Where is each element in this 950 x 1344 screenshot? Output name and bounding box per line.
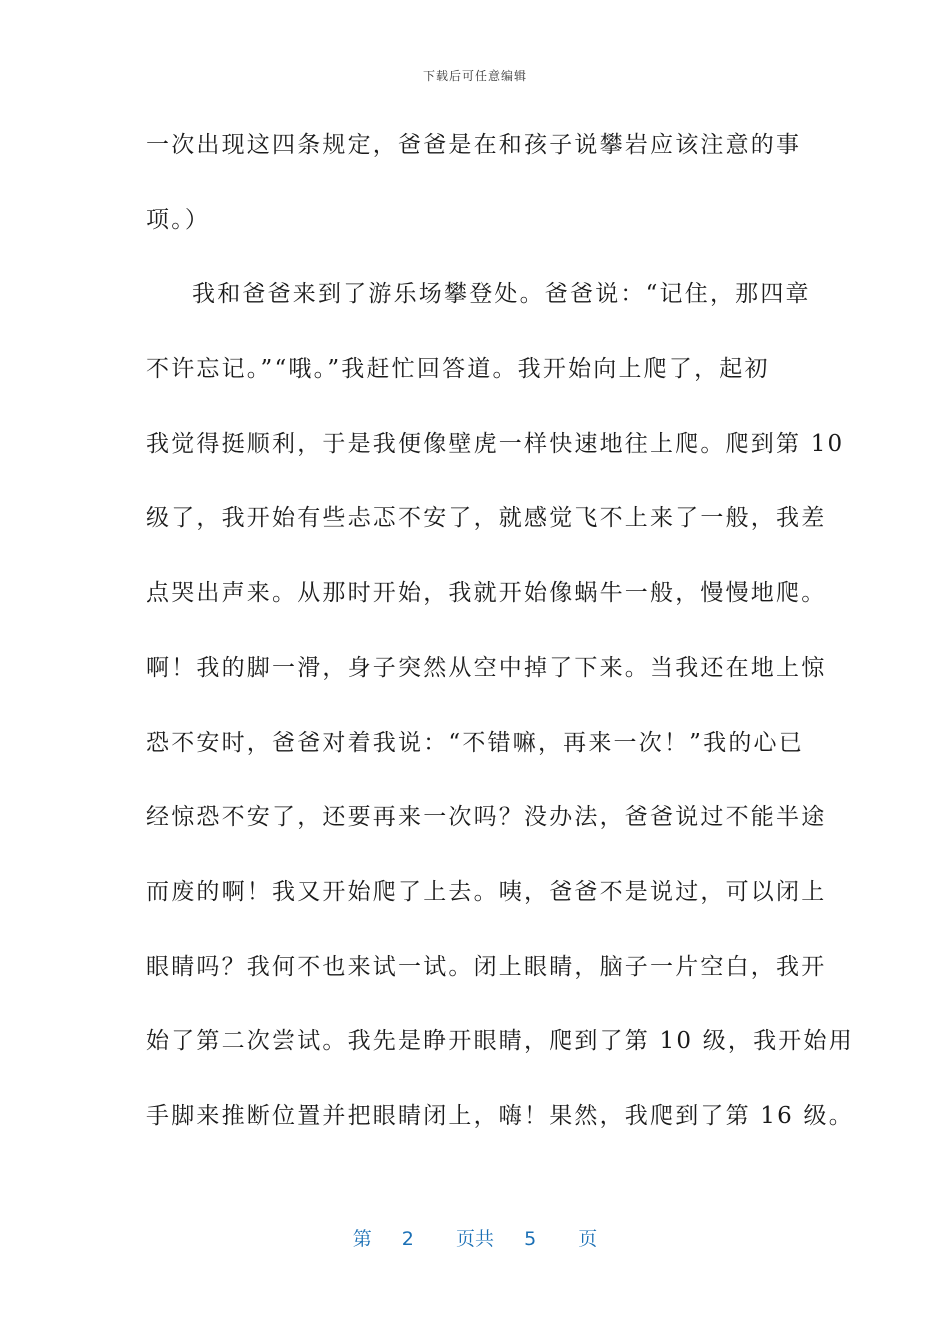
paragraph-line: 一次出现这四条规定，爸爸是在和孩子说攀岩应该注意的事 [146,132,802,158]
paragraph-line: 不许忘记。”“哦。”我赶忙回答道。我开始向上爬了，起初 [146,356,770,383]
paragraph-line: 级了，我开始有些忐忑不安了，就感觉飞不上来了一般，我差 [146,505,827,532]
header-note: 下载后可任意编辑 [422,69,527,83]
paragraph-line: 经惊恐不安了，还要再来一次吗？没办法，爸爸说过不能半途 [146,804,827,831]
page-number-footer [0,1224,950,1251]
paragraph-line: 而废的啊！我又开始爬了上去。咦，爸爸不是说过，可以闭上 [146,878,827,905]
paragraph-line: 我觉得挺顺利，于是我便像壁虎一样快速地往上爬。爬到第 10 [146,430,845,457]
paragraph-line: 恐不安时，爸爸对着我说：“不错嘛，再来一次！”我的心已 [146,729,804,756]
paragraph-line: 眼睛吗？我何不也来试一试。闭上眼睛，脑子一片空白，我开 [146,953,827,980]
body-text [146,108,854,1154]
paragraph-line: 点哭出声来。从那时开始，我就开始像蜗牛一般，慢慢地爬。 [146,580,827,607]
paragraph-line: 项。） [146,206,211,233]
total-page-number: 5 [524,1228,537,1250]
page-label-middle: 页共 [455,1228,494,1250]
paragraph-line: 啊！我的脚一滑，身子突然从空中掉了下来。当我还在地上惊 [146,654,827,681]
page-label-suffix: 页 [578,1228,598,1250]
paragraph-line: 手脚来推断位置并把眼睛闭上，嗨！果然，我爬到了第 16 级。 [146,1102,854,1129]
current-page-number: 2 [401,1228,414,1250]
paragraph-line: 我和爸爸来到了游乐场攀登处。爸爸说：“记住，那四章 [192,281,811,308]
paragraph-line: 始了第二次尝试。我先是睁开眼睛，爬到了第 10 级，我开始用 [146,1028,854,1055]
page-label-prefix: 第 [352,1228,372,1250]
